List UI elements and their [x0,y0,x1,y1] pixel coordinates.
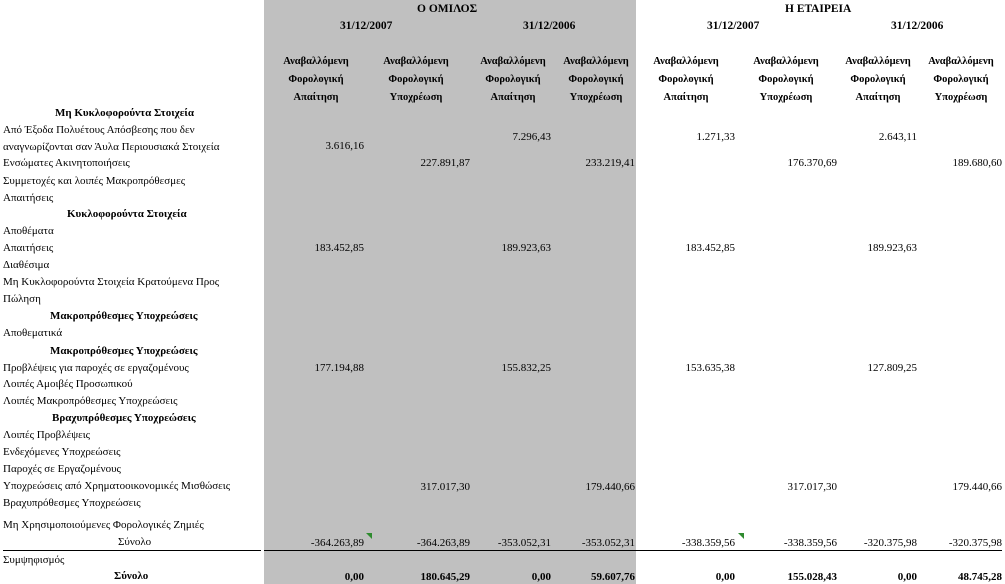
cell-value: 317.017,30 [420,481,470,493]
subtotal-label: Σύνολο [118,536,152,548]
row-label: αναγνωρίζονται σαν Άυλα Περιουσιακά Στοιχεία [3,141,220,153]
col-header-4: Αναβαλλόμενη Φορολογική Υποχρέωση [563,56,629,103]
cell-value: 177.194,88 [314,362,364,374]
offset-label: Συμψηφισμός [3,554,65,566]
total-value: 155.028,43 [787,571,837,583]
cell-value: 233.219,41 [585,157,635,169]
row-label: Απαιτήσεις [3,242,54,254]
col-header-3: Αναβαλλόμενη Φορολογική Απαίτηση [480,56,546,103]
section-long-term-liabilities-2: Μακροπρόθεσμες Υποχρεώσεις [50,345,198,357]
row-label: Μη Χρησιμοποιούμενες Φορολογικές Ζημιές [3,519,204,531]
total-value: 0,00 [344,571,364,583]
header-group: Ο ΟΜΙΛΟΣ [417,3,478,15]
subtotal-value: -353.052,31 [497,537,551,549]
col-header-7: Αναβαλλόμενη Φορολογική Απαίτηση [845,56,911,103]
section-non-current-assets: Μη Κυκλοφορούντα Στοιχεία [55,107,194,119]
total-value: 0,00 [715,571,735,583]
cell-value: 227.891,87 [420,157,470,169]
col-header-6: Αναβαλλόμενη Φορολογική Υποχρέωση [753,56,819,103]
col-header-1: Αναβαλλόμενη Φορολογική Απαίτηση [283,56,349,103]
total-value: 0,00 [531,571,551,583]
cell-value: 2.643,11 [878,131,917,143]
col-header-8: Αναβαλλόμενη Φορολογική Υποχρέωση [928,56,994,103]
row-label: Αποθέματα [3,225,54,237]
cell-value: 153.635,38 [685,362,735,374]
row-label: Βραχυπρόθεσμες Υποχρεώσεις [3,497,141,509]
total-value: 59.607,76 [591,571,635,583]
header-date-company-2007: 31/12/2007 [707,20,760,32]
row-label: Υποχρεώσεις από Χρηματοοικονομικές Μισθώσεις [3,480,231,492]
cell-value: 189.923,63 [867,242,917,254]
comment-marker-icon [366,533,372,539]
cell-value: 3.616,16 [325,140,364,152]
row-label: Απαιτήσεις [3,192,54,204]
comment-marker-icon [738,533,744,539]
total-value: 180.645,29 [420,571,470,583]
total-value: 0,00 [897,571,917,583]
row-label: Από Έξοδα Πολυέτους Απόσβεσης που δεν [3,124,195,136]
subtotal-value: -364.263,89 [416,537,470,549]
col-header-2: Αναβαλλόμενη Φορολογική Υποχρέωση [383,56,449,103]
row-label: Διαθέσιμα [3,259,50,271]
header-company: Η ΕΤΑΙΡΕΙΑ [785,3,852,15]
cell-value: 183.452,85 [685,242,735,254]
total-rule-label [3,550,261,551]
total-value: 48.745,28 [958,571,1002,583]
subtotal-value: -320.375,98 [948,537,1002,549]
row-label: Πώληση [3,293,41,305]
subtotal-value: -364.263,89 [310,537,364,549]
col-header-5: Αναβαλλόμενη Φορολογική Απαίτηση [653,56,719,103]
row-label: Συμμετοχές και λοιπές Μακροπρόθεσμες [3,175,186,187]
subtotal-value: -353.052,31 [581,537,635,549]
row-label: Παροχές σε Εργαζομένους [3,463,121,475]
subtotal-value: -320.375,98 [863,537,917,549]
row-label: Λοιπές Αμοιβές Προσωπικού [3,378,133,390]
cell-value: 127.809,25 [867,362,917,374]
header-date-group-2006: 31/12/2006 [523,20,576,32]
subtotal-value: -338.359,56 [681,537,735,549]
cell-value: 7.296,43 [512,131,551,143]
cell-value: 179.440,66 [585,481,635,493]
cell-value: 317.017,30 [787,481,837,493]
total-label: Σύνολο [114,570,149,582]
section-current-assets: Κυκλοφορούντα Στοιχεία [67,208,187,220]
row-label: Ενδεχόμενες Υποχρεώσεις [3,446,121,458]
header-date-group-2007: 31/12/2007 [340,20,393,32]
cell-value: 1.271,33 [696,131,735,143]
row-label: Λοιπές Προβλέψεις [3,429,91,441]
row-label: Ενσώματες Ακινητοποιήσεις [3,157,130,169]
header-date-company-2006: 31/12/2006 [891,20,944,32]
row-label: Μη Κυκλοφορούντα Στοιχεία Κρατούμενα Προς [3,276,220,288]
cell-value: 179.440,66 [952,481,1002,493]
cell-value: 189.923,63 [501,242,551,254]
subtotal-value: -338.359,56 [783,537,837,549]
row-label: Προβλέψεις για παροχές σε εργαζομένους [3,362,189,374]
cell-value: 189.680,60 [952,157,1002,169]
section-short-term-liabilities: Βραχυπρόθεσμες Υποχρεώσεις [52,412,196,424]
total-rule [264,550,1002,551]
cell-value: 183.452,85 [314,242,364,254]
row-label: Αποθεματικά [3,327,63,339]
cell-value: 176.370,69 [787,157,837,169]
cell-value: 155.832,25 [501,362,551,374]
row-label: Λοιπές Μακροπρόθεσμες Υποχρεώσεις [3,395,178,407]
section-long-term-liabilities-1: Μακροπρόθεσμες Υποχρεώσεις [50,310,198,322]
